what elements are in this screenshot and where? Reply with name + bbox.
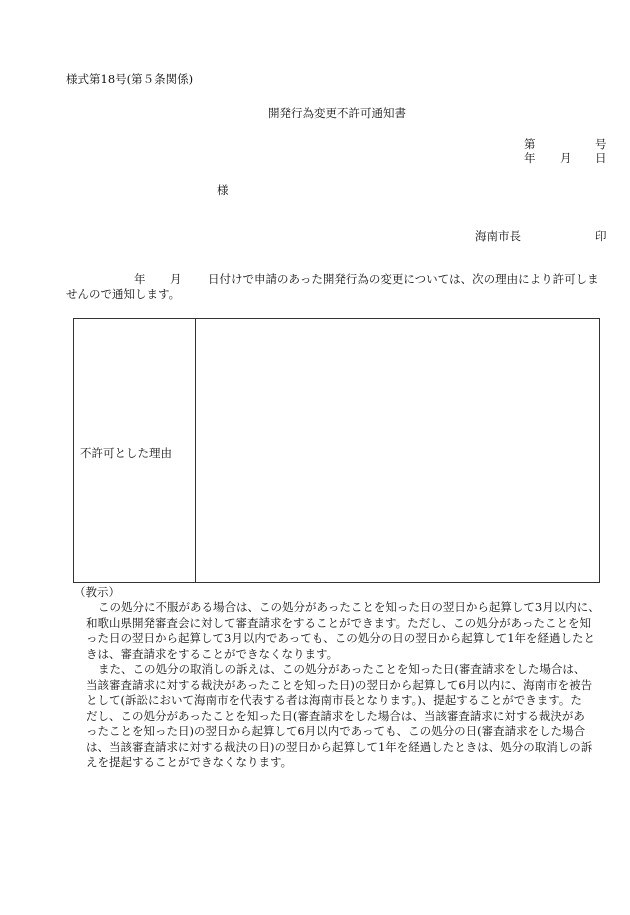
document-title: 開発行為変更不許可通知書	[268, 106, 406, 120]
notice-line: えを提起することができなくなります。	[86, 755, 293, 769]
reason-table	[73, 318, 600, 583]
notice-line: った日の翌日から起算して3月以内であっても、この処分の日の翌日から起算して1年を経過したと	[86, 631, 596, 645]
addressee-honorific: 様	[217, 183, 229, 197]
document-number-suffix: 号	[595, 137, 607, 151]
notice-line: 当該審査請求に対する裁決があったことを知った日)の翌日から起算して6月以内に、海南市を被告	[86, 677, 593, 692]
notice-line: は、当該審査請求に対する裁決の日)の翌日から起算して1年を経過したときは、処分の取消しの訴	[86, 739, 593, 754]
form-number: 様式第18号(第５条関係)	[66, 72, 194, 86]
notice-line: この処分に不服がある場合は、この処分があったことを知った日の翌日から起算して3月以内に、	[98, 600, 600, 614]
intro-year: 年	[134, 272, 146, 286]
notice-line: また、この処分の取消しの訴えは、この処分があったことを知った日(審査請求をした場合は、	[98, 662, 586, 676]
notice-line: きは、審査請求をすることができなくなります。	[86, 646, 339, 661]
notice-line: として(訴訟において海南市を代表する者は海南市長となります。)、提起することができます。た	[86, 693, 582, 707]
issuer-name: 海南市長	[475, 229, 521, 243]
date-day: 日	[595, 151, 607, 165]
notice-line: 和歌山県開発審査会に対して審査請求をすることができます。ただし、この処分があったことを知	[86, 615, 591, 630]
date-year: 年	[524, 151, 536, 165]
intro-month: 月	[170, 272, 182, 286]
intro-text-continued: せんので通知します。	[66, 287, 181, 301]
notice-line: ったことを知った日)の翌日から起算して6月以内であっても、この処分の日(審査請求をした場合	[86, 724, 586, 738]
seal-mark: 印	[595, 229, 607, 243]
document-number-prefix: 第	[524, 137, 536, 151]
intro-text: 日付けで申請のあった開発行為の変更については、次の理由により許可しま	[208, 272, 599, 286]
notice-heading: （教示）	[74, 585, 120, 599]
date-month: 月	[560, 151, 572, 165]
reason-label: 不許可とした理由	[80, 446, 172, 460]
notice-line: だし、この処分があったことを知った日(審査請求をした場合は、当該審査請求に対する裁決があ	[86, 708, 585, 723]
reason-content	[196, 319, 599, 582]
